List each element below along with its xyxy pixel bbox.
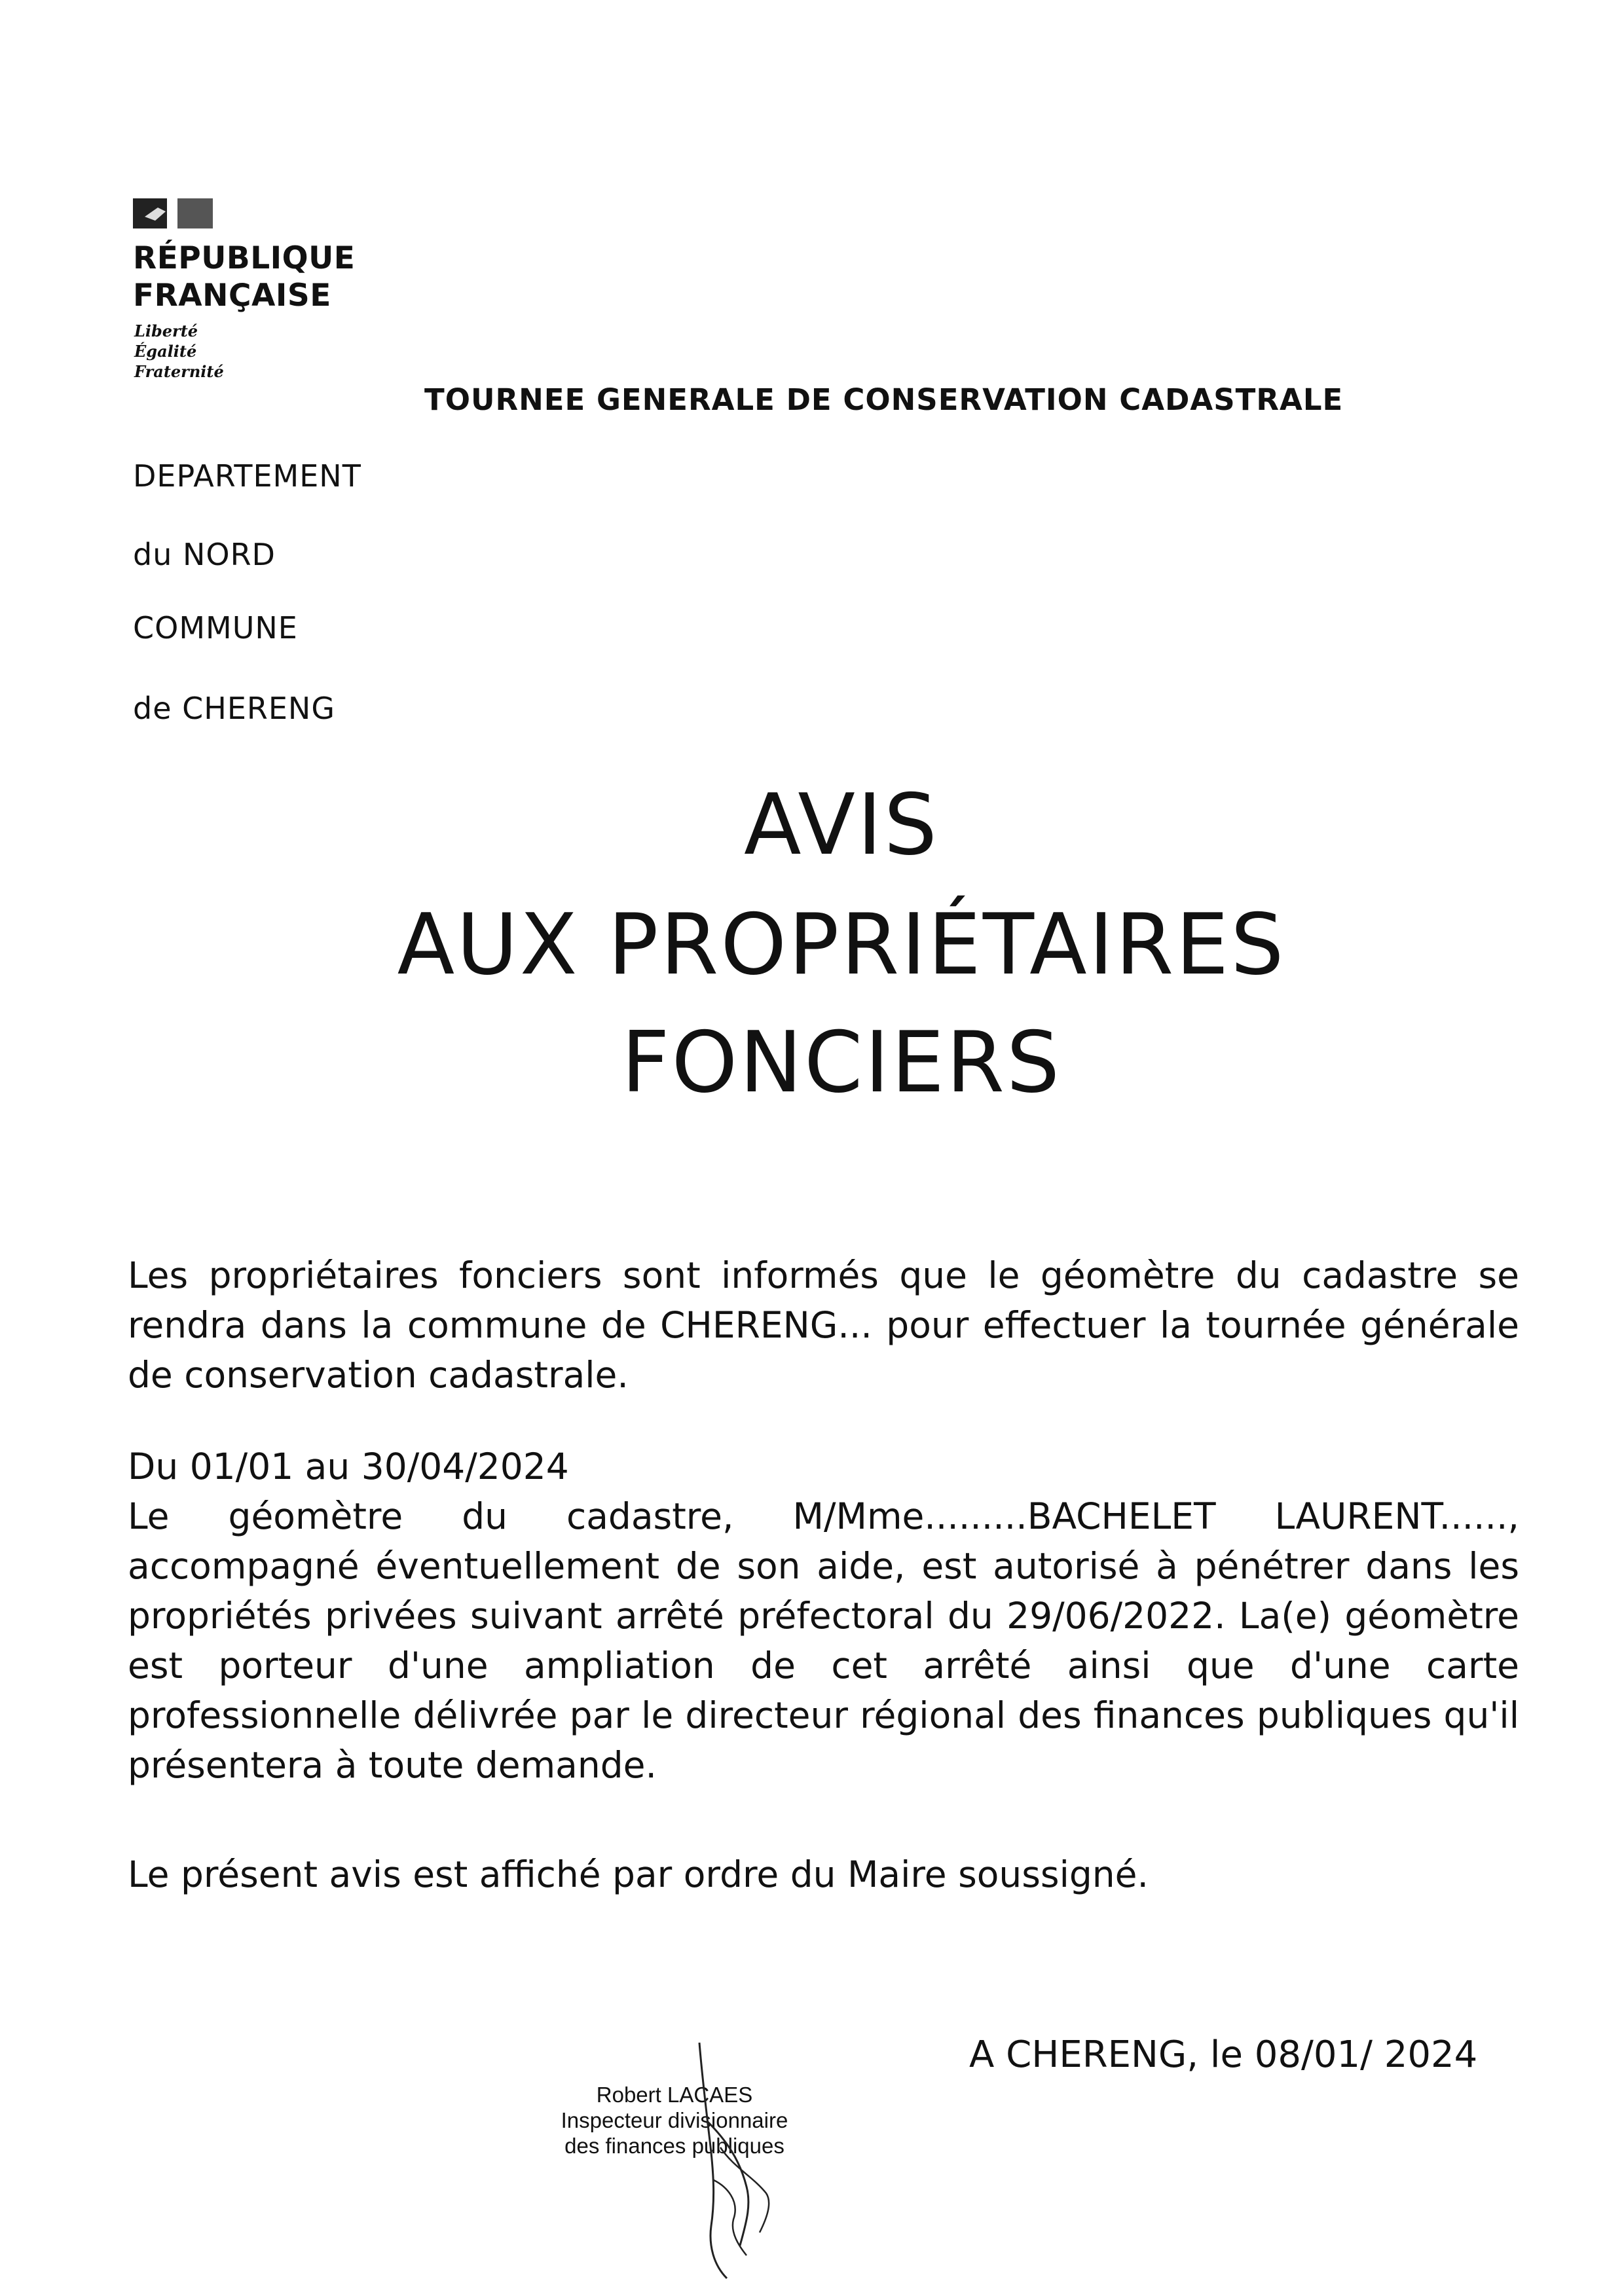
place-date: A CHERENG, le 08/01/ 2024 xyxy=(969,2033,1478,2076)
republic-motto xyxy=(134,321,224,382)
departement-label: DEPARTEMENT xyxy=(133,458,361,494)
commune-label: COMMUNE xyxy=(133,610,298,646)
republic-name xyxy=(133,240,355,314)
signatory-title-line-2: des finances publiques xyxy=(564,2134,784,2158)
motto-egalite: Égalité xyxy=(134,342,197,361)
departement-value: du NORD xyxy=(133,537,276,572)
intro-text: Les propriétaires fonciers sont informés que le géomètre du cadastre se rendra dans la commune de CHERENG... pour effectuer la tournée générale de conservation cadastrale. xyxy=(128,1254,1519,1396)
period-text: Du 01/01 au 30/04/2024 xyxy=(128,1446,569,1487)
republic-line-1: RÉPUBLIQUE xyxy=(133,240,356,276)
republic-line-2: FRANÇAISE xyxy=(133,278,331,314)
notice-title-line-1: AVIS xyxy=(744,776,939,874)
signatory-name: Robert LACAES xyxy=(596,2083,753,2107)
signatory-title-line-1: Inspecteur divisionnaire xyxy=(561,2108,788,2132)
notice-title-line-2: AUX PROPRIÉTAIRES xyxy=(397,896,1286,994)
notice-title-line-3: FONCIERS xyxy=(621,1014,1062,1112)
closing-text: Le présent avis est affiché par ordre du Maire soussigné. xyxy=(128,1853,1149,1895)
details-text: Le géomètre du cadastre, M/Mme.........BACHELET LAURENT......, accompagné éventuellement de son aide, est autorisé à pénétrer dans les propriétés privées suivant arrêté préfectoral du 29/06/2022. La(e) géomètre est porteur d'une ampliation de cet arrêté ainsi que d'une carte professionnelle délivrée par le directeur régional des finances publiques qu'il présentera à toute demande. xyxy=(128,1495,1519,1786)
header-title: TOURNEE GENERALE DE CONSERVATION CADASTRALE xyxy=(424,382,1344,417)
motto-liberte: Liberté xyxy=(134,321,198,340)
french-republic-flag-icon xyxy=(133,198,213,228)
closing-paragraph xyxy=(128,1850,1519,1899)
handwritten-signature xyxy=(668,2030,799,2291)
commune-value: de CHERENG xyxy=(133,691,335,726)
details-paragraph xyxy=(128,1442,1519,1790)
intro-paragraph xyxy=(128,1250,1519,1400)
motto-fraternite: Fraternité xyxy=(134,362,224,381)
